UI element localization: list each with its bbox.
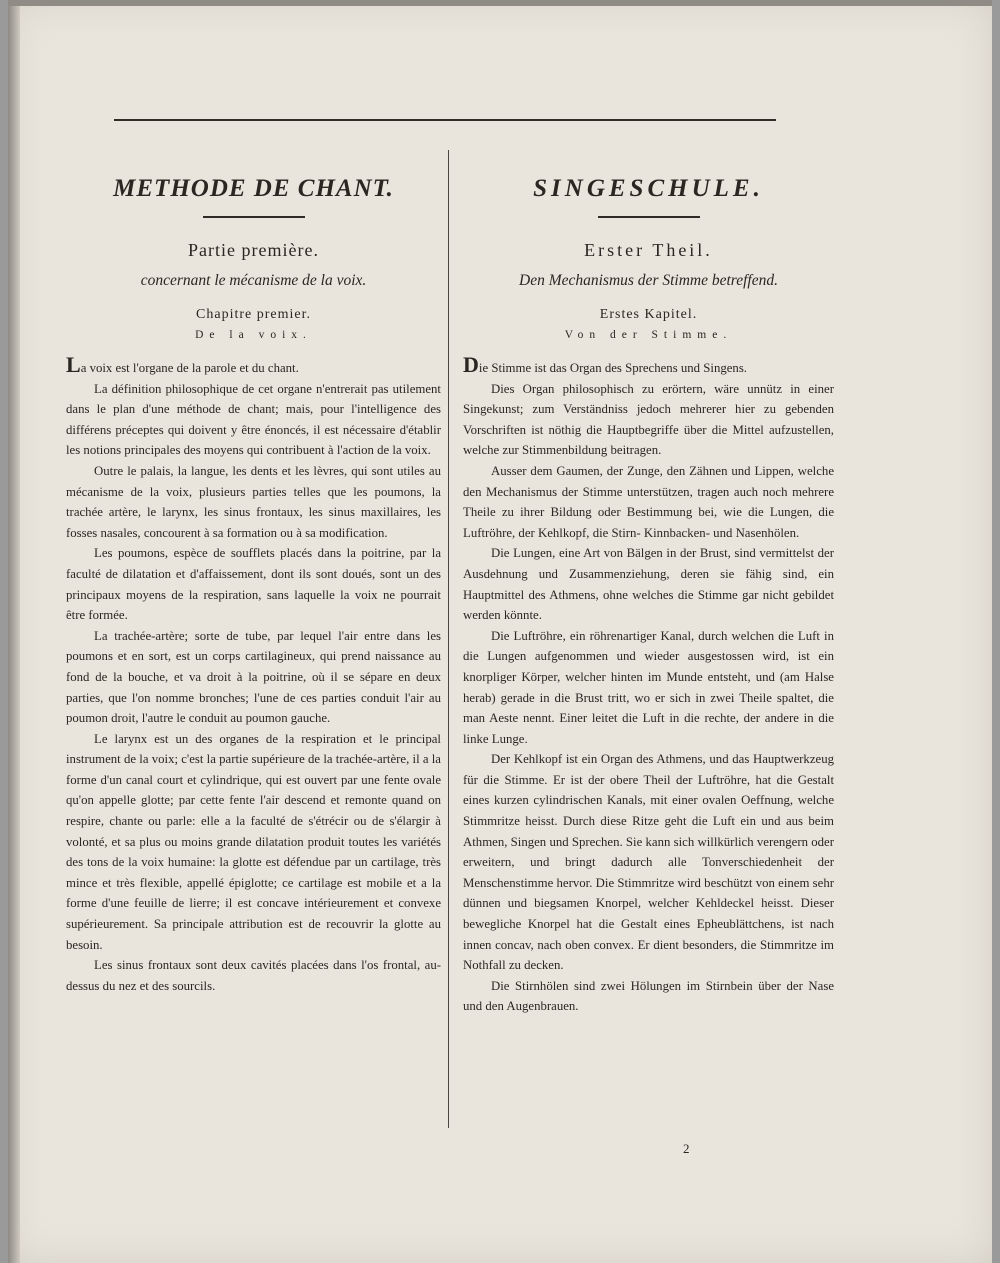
french-paragraph: La définition philosophique de cet organe n'entrerait pas utilement dans le plan d'une méthode de chant; mais, pour l'intelligence des différens préceptes qui doivent y être énoncés, il est nécessaire d'établir les notions principales des moyens qui contribuent à l'action de la voix. (66, 381, 441, 458)
german-dropcap: D (463, 352, 479, 377)
german-paragraph: Die Stimme ist das Organ des Sprechens und Singens. (463, 352, 748, 377)
german-paragraph: Der Kehlkopf ist ein Organ des Athmens, und das Hauptwerkzeug für die Stimme. Er ist der obere Theil der Luftröhre, hat die Gestalt eines kurzen cylindrischen Kanals, mit einer ovalen Oeffnung, welche Stimmritze heisst. Durch diese Ritze geht die Luft ein und aus beim Athmen, Singen und Sprechen. Sie kann sich willkürlich verengern oder erweitern, und bringt dadurch alle Tonverschiedenheit der Menschenstimme hervor. Die Stimmritze wird beschützt von einem sehr dünnen und biegsamen Knorpel, welcher Kehldeckel heisst. Dieser bewegliche Knorpel hat die Gestalt eines Epheublättchens, ist nach innen concav, nach oben convex. Er dient besonders, die Stimmritze im Nothfall zu decken. (463, 752, 834, 973)
french-dropcap: L (66, 352, 81, 377)
german-paragraph: Die Luftröhre, ein röhrenartiger Kanal, durch welchen die Luft in die Lungen aufgenommen und wieder ausgestossen wird, ist ein knorpliger Körper, welcher hinten im Munde entsteht, und (am Halse herab) gerade in die Brust tritt, wo er sich in zwei Theile spaltet, die man Aeste nennt. Einer leitet die Luft in die rechte, der andere in die linke Lunge. (463, 628, 834, 746)
german-chapter-title: Erstes Kapitel. (599, 307, 698, 322)
french-paragraph: Outre le palais, la langue, les dents et les lèvres, qui sont utiles au mécanisme de la voix, plusieurs parties telles que les poumons, la trachée artère, le larynx, les sinus frontaux, les sinus maxillaires, les fosses nasales, concourent à sa formation ou à sa modification. (66, 463, 441, 540)
french-paragraph: Le larynx est un des organes de la respiration et le principal instrument de la voix; c'est la partie supérieure de la trachée-artère, il a la forme d'un canal court et cylindrique, qui est ouvert par une fente ovale qu'on appelle glotte; par cette fente l'air descend et remonte quand on respire, chante ou parle: elle a la faculté de s'étrécir ou de s'élargir à volonté, et sa plus ou moins grande dilatation produit toutes les variétés des tons de la voix humaine: la glotte est défendue par un cartilage, très mince et très flexible, appellé épiglotte; ce cartilage est mobile et a la forme d'une feuille de lierre; il est concave intérieurement et convexe supérieurement. Sa principale attribution est de recouvrir la glotte au besoin. (66, 731, 441, 952)
german-heading: SINGESCHULE. (533, 175, 764, 202)
page-number: 2 (683, 1141, 690, 1156)
french-paragraph: La voix est l'organe de la parole et du chant. (66, 352, 299, 377)
top-rule (114, 119, 776, 121)
german-paragraph: Die Stirnhölen sind zwei Hölungen im Stirnbein über der Nase und den Augenbrauen. (463, 978, 834, 1014)
french-body-text (66, 352, 441, 996)
german-heading-rule (598, 216, 700, 218)
french-heading: METHODE DE CHANT. (113, 175, 394, 202)
french-column (66, 172, 441, 996)
german-paragraph: Ausser dem Gaumen, der Zunge, den Zähnen und Lippen, welche den Mechanismus der Stimme unterstützen, tragen auch noch mehrere Theile zu ihrer Bildung oder Bestimmung bei, wie die Lungen, die Luftröhre, der Kehlkopf, die Stirn- Kinnbacken- und Nasenhölen. (463, 463, 834, 540)
french-paragraph: La trachée-artère; sorte de tube, par lequel l'air entre dans les poumons et en sort, est un corps cartilagineux, qui prend naissance au fond de la bouche, et va droit à la poitrine, où il se sépare en deux parties, que l'on nomme bronches; l'une de ces parties conduit l'air au poumon droit, l'autre le conduit au poumon gauche. (66, 628, 441, 726)
german-body-text (463, 352, 834, 1017)
german-subtitle: Den Mechanismus der Stimme betreffend. (519, 272, 778, 289)
french-section-title: De la voix. (195, 329, 312, 341)
french-chapter-title: Chapitre premier. (196, 307, 311, 322)
page-top-edge (8, 0, 992, 6)
german-paragraph: Dies Organ philosophisch zu erörtern, wäre unnütz in einer Singekunst; zum Verständniss jedoch mehrerer hier zu gebenden Vorschriften ist nöthig die Hauptbegriffe über die Mittel aufzustellen, welche zur Stimmenbildung beitragen. (463, 381, 834, 458)
german-part-title: Erster Theil. (584, 240, 713, 260)
column-divider (448, 150, 449, 1128)
german-column (463, 172, 834, 1017)
french-heading-rule (203, 216, 305, 218)
french-part-title: Partie première. (188, 240, 319, 260)
page-spine-edge (8, 0, 20, 1263)
german-section-title: Von der Stimme. (564, 329, 733, 341)
french-subtitle: concernant le mécanisme de la voix. (140, 272, 367, 289)
german-paragraph: Die Lungen, eine Art von Bälgen in der Brust, sind vermittelst der Ausdehnung und Zusammenziehung, deren sie fähig sind, ein Hauptmittel des Athmens, ohne welches die Stimme gar nicht gebildet werden könnte. (463, 546, 834, 623)
french-paragraph: Les sinus frontaux sont deux cavités placées dans l'os frontal, au-dessus du nez et des sourcils. (66, 958, 441, 993)
book-page (8, 0, 992, 1263)
french-paragraph: Les poumons, espèce de soufflets placés dans la poitrine, par la faculté de dilatation et d'affaissement, dont ils sont doués, sont un des principaux moyens de la respiration, sans laquelle la voix ne pourrait être formée. (66, 546, 441, 623)
